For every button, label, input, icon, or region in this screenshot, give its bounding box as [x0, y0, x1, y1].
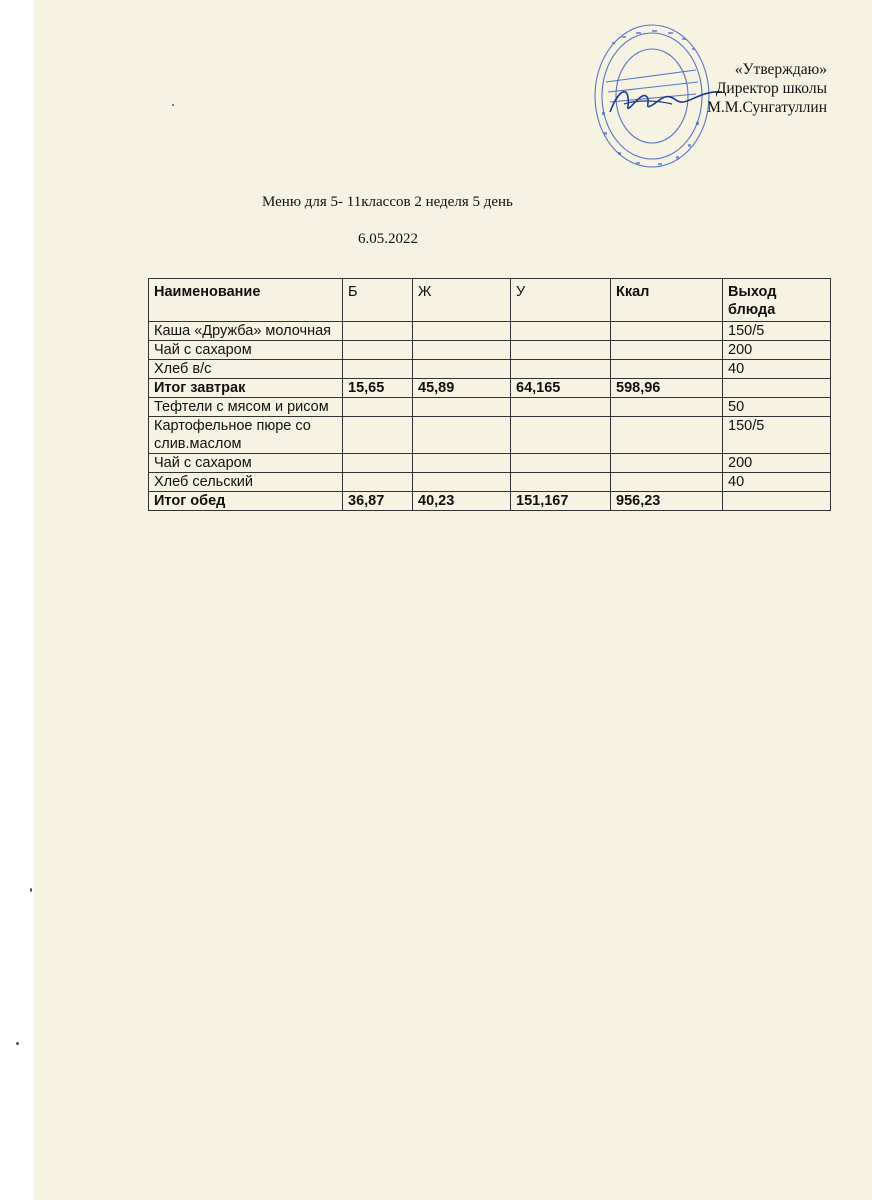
cell-fat	[413, 322, 511, 341]
document-title: Меню для 5- 11классов 2 неделя 5 день	[262, 194, 513, 210]
cell-output: 40	[723, 473, 831, 492]
cell-name: Картофельное пюре со слив.маслом	[149, 417, 343, 454]
cell-output: 50	[723, 398, 831, 417]
scan-speck	[30, 888, 32, 892]
table-body	[149, 322, 831, 511]
cell-protein	[343, 398, 413, 417]
cell-carbs: 64,165	[511, 379, 611, 398]
cell-name: Чай с сахаром	[149, 341, 343, 360]
cell-name: Тефтели с мясом и рисом	[149, 398, 343, 417]
cell-fat	[413, 454, 511, 473]
cell-output: 200	[723, 454, 831, 473]
cell-name: Итог обед	[149, 492, 343, 511]
cell-carbs	[511, 454, 611, 473]
cell-name: Чай с сахаром	[149, 454, 343, 473]
table-header-row	[149, 279, 831, 322]
table-row	[149, 341, 831, 360]
cell-fat	[413, 417, 511, 454]
cell-protein	[343, 473, 413, 492]
cell-name: Хлеб сельский	[149, 473, 343, 492]
cell-output: 200	[723, 341, 831, 360]
table-row	[149, 454, 831, 473]
cell-carbs	[511, 322, 611, 341]
cell-kcal	[611, 454, 723, 473]
cell-fat: 45,89	[413, 379, 511, 398]
header-name: Наименование	[149, 279, 343, 322]
table-row	[149, 417, 831, 454]
cell-name: Итог завтрак	[149, 379, 343, 398]
cell-protein	[343, 341, 413, 360]
cell-fat	[413, 398, 511, 417]
cell-kcal	[611, 322, 723, 341]
cell-fat	[413, 341, 511, 360]
cell-kcal: 598,96	[611, 379, 723, 398]
table-row	[149, 360, 831, 379]
header-fat: Ж	[413, 279, 511, 322]
cell-protein	[343, 360, 413, 379]
table-total-row	[149, 492, 831, 511]
cell-carbs	[511, 341, 611, 360]
cell-output	[723, 379, 831, 398]
cell-fat	[413, 360, 511, 379]
table-row	[149, 322, 831, 341]
document-date: 6.05.2022	[358, 231, 418, 247]
cell-kcal	[611, 417, 723, 454]
approval-line-3: М.М.Сунгатуллин	[707, 99, 827, 116]
approval-line-2: Директор школы	[715, 80, 827, 97]
cell-kcal: 956,23	[611, 492, 723, 511]
cell-fat	[413, 473, 511, 492]
table-row	[149, 398, 831, 417]
cell-name: Хлеб в/с	[149, 360, 343, 379]
cell-output: 40	[723, 360, 831, 379]
header-kcal: Ккал	[611, 279, 723, 322]
cell-carbs	[511, 417, 611, 454]
approval-line-1: «Утверждаю»	[734, 61, 827, 78]
cell-protein: 36,87	[343, 492, 413, 511]
cell-carbs: 151,167	[511, 492, 611, 511]
cell-protein: 15,65	[343, 379, 413, 398]
cell-kcal	[611, 473, 723, 492]
scan-speck	[172, 104, 174, 106]
cell-kcal	[611, 341, 723, 360]
cell-protein	[343, 322, 413, 341]
scan-margin	[0, 0, 34, 1200]
approval-block	[707, 60, 827, 117]
table-total-row	[149, 379, 831, 398]
scan-speck	[16, 1042, 19, 1045]
cell-name: Каша «Дружба» молочная	[149, 322, 343, 341]
cell-kcal	[611, 360, 723, 379]
header-protein: Б	[343, 279, 413, 322]
table-row	[149, 473, 831, 492]
header-output: Выход блюда	[723, 279, 831, 322]
header-carbs: У	[511, 279, 611, 322]
menu-table	[148, 278, 831, 511]
cell-output: 150/5	[723, 417, 831, 454]
cell-fat: 40,23	[413, 492, 511, 511]
cell-carbs	[511, 360, 611, 379]
cell-carbs	[511, 398, 611, 417]
cell-kcal	[611, 398, 723, 417]
cell-output	[723, 492, 831, 511]
cell-carbs	[511, 473, 611, 492]
cell-protein	[343, 454, 413, 473]
cell-output: 150/5	[723, 322, 831, 341]
cell-protein	[343, 417, 413, 454]
